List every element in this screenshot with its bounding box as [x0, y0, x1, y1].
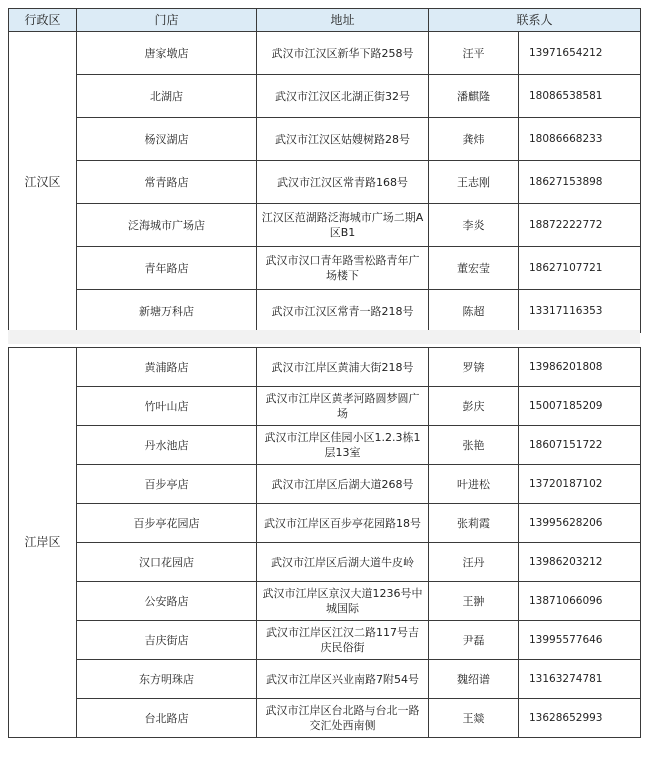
phone-cell: 13995577646 [519, 621, 641, 660]
table-row [9, 161, 641, 204]
address-cell: 武汉市江汉区北湖正街32号 [257, 75, 429, 118]
phone-cell: 18872222772 [519, 204, 641, 247]
phone-cell: 13628652993 [519, 699, 641, 738]
contact-name-cell: 董宏莹 [429, 247, 519, 290]
store-cell: 竹叶山店 [77, 387, 257, 426]
phone-cell: 13995628206 [519, 504, 641, 543]
address-cell: 武汉市江汉区常青路168号 [257, 161, 429, 204]
store-cell: 百步亭花园店 [77, 504, 257, 543]
store-cell: 新塘万科店 [77, 290, 257, 333]
section-divider [8, 330, 640, 344]
table-row [9, 699, 641, 738]
store-table-jianghan [8, 8, 641, 333]
phone-cell: 13971654212 [519, 32, 641, 75]
address-cell: 武汉市江岸区台北路与台北一路交汇处西南侧 [257, 699, 429, 738]
table-row [9, 32, 641, 75]
header-district: 行政区 [9, 9, 77, 32]
address-cell: 武汉市江岸区京汉大道1236号中城国际 [257, 582, 429, 621]
store-cell: 台北路店 [77, 699, 257, 738]
table-row [9, 543, 641, 582]
phone-cell: 18627107721 [519, 247, 641, 290]
contact-name-cell: 张莉霞 [429, 504, 519, 543]
contact-name-cell: 罗锛 [429, 348, 519, 387]
contact-name-cell: 王志刚 [429, 161, 519, 204]
table-row [9, 660, 641, 699]
phone-cell: 13871066096 [519, 582, 641, 621]
phone-cell: 13317116353 [519, 290, 641, 333]
contact-name-cell: 叶进松 [429, 465, 519, 504]
store-cell: 杨汊湖店 [77, 118, 257, 161]
address-cell: 武汉市江岸区百步亭花园路18号 [257, 504, 429, 543]
address-cell: 武汉市江汉区常青一路218号 [257, 290, 429, 333]
address-cell: 武汉市江汉区姑嫂树路28号 [257, 118, 429, 161]
table-row [9, 465, 641, 504]
table-header-row [9, 9, 641, 32]
address-cell: 武汉市江岸区黄浦大街218号 [257, 348, 429, 387]
address-cell: 武汉市江岸区后湖大道268号 [257, 465, 429, 504]
table-row [9, 582, 641, 621]
district-cell: 江岸区 [9, 348, 77, 738]
address-cell: 武汉市汉口青年路雪松路青年广场楼下 [257, 247, 429, 290]
table-row [9, 290, 641, 333]
store-cell: 常青路店 [77, 161, 257, 204]
contact-name-cell: 尹磊 [429, 621, 519, 660]
phone-cell: 13163274781 [519, 660, 641, 699]
phone-cell: 18607151722 [519, 426, 641, 465]
store-cell: 吉庆街店 [77, 621, 257, 660]
header-contact: 联系人 [429, 9, 641, 32]
contact-name-cell: 陈超 [429, 290, 519, 333]
address-cell: 武汉市江岸区佳园小区1.2.3栋1层13室 [257, 426, 429, 465]
store-cell: 泛海城市广场店 [77, 204, 257, 247]
table-row [9, 75, 641, 118]
table-row [9, 426, 641, 465]
table-row [9, 247, 641, 290]
phone-cell: 18086668233 [519, 118, 641, 161]
address-cell: 武汉市江岸区兴业南路7附54号 [257, 660, 429, 699]
store-cell: 百步亭店 [77, 465, 257, 504]
address-cell: 武汉市江汉区新华下路258号 [257, 32, 429, 75]
store-cell: 汉口花园店 [77, 543, 257, 582]
contact-name-cell: 魏绍谱 [429, 660, 519, 699]
address-cell: 武汉市江岸区黄孝河路圆梦圆广场 [257, 387, 429, 426]
store-cell: 东方明珠店 [77, 660, 257, 699]
contact-name-cell: 张艳 [429, 426, 519, 465]
contact-name-cell: 彭庆 [429, 387, 519, 426]
contact-name-cell: 汪丹 [429, 543, 519, 582]
phone-cell: 15007185209 [519, 387, 641, 426]
store-cell: 唐家墩店 [77, 32, 257, 75]
contact-name-cell: 龚炜 [429, 118, 519, 161]
phone-cell: 13986201808 [519, 348, 641, 387]
table-row [9, 504, 641, 543]
phone-cell: 13986203212 [519, 543, 641, 582]
contact-name-cell: 李炎 [429, 204, 519, 247]
table-row [9, 204, 641, 247]
address-cell: 武汉市江岸区江汉二路117号吉庆民俗街 [257, 621, 429, 660]
table-row [9, 621, 641, 660]
contact-name-cell: 汪平 [429, 32, 519, 75]
store-cell: 丹水池店 [77, 426, 257, 465]
contact-name-cell: 王翀 [429, 582, 519, 621]
store-table-jiangan [8, 347, 641, 738]
address-cell: 武汉市江岸区后湖大道牛皮岭 [257, 543, 429, 582]
store-cell: 黄浦路店 [77, 348, 257, 387]
store-cell: 北湖店 [77, 75, 257, 118]
phone-cell: 13720187102 [519, 465, 641, 504]
table-row [9, 348, 641, 387]
header-store: 门店 [77, 9, 257, 32]
contact-name-cell: 潘麒隆 [429, 75, 519, 118]
district-cell: 江汉区 [9, 32, 77, 333]
table-row [9, 118, 641, 161]
store-cell: 公安路店 [77, 582, 257, 621]
phone-cell: 18086538581 [519, 75, 641, 118]
header-address: 地址 [257, 9, 429, 32]
address-cell: 江汉区范湖路泛海城市广场二期A区B1 [257, 204, 429, 247]
phone-cell: 18627153898 [519, 161, 641, 204]
store-cell: 青年路店 [77, 247, 257, 290]
contact-name-cell: 王燚 [429, 699, 519, 738]
table-row [9, 387, 641, 426]
